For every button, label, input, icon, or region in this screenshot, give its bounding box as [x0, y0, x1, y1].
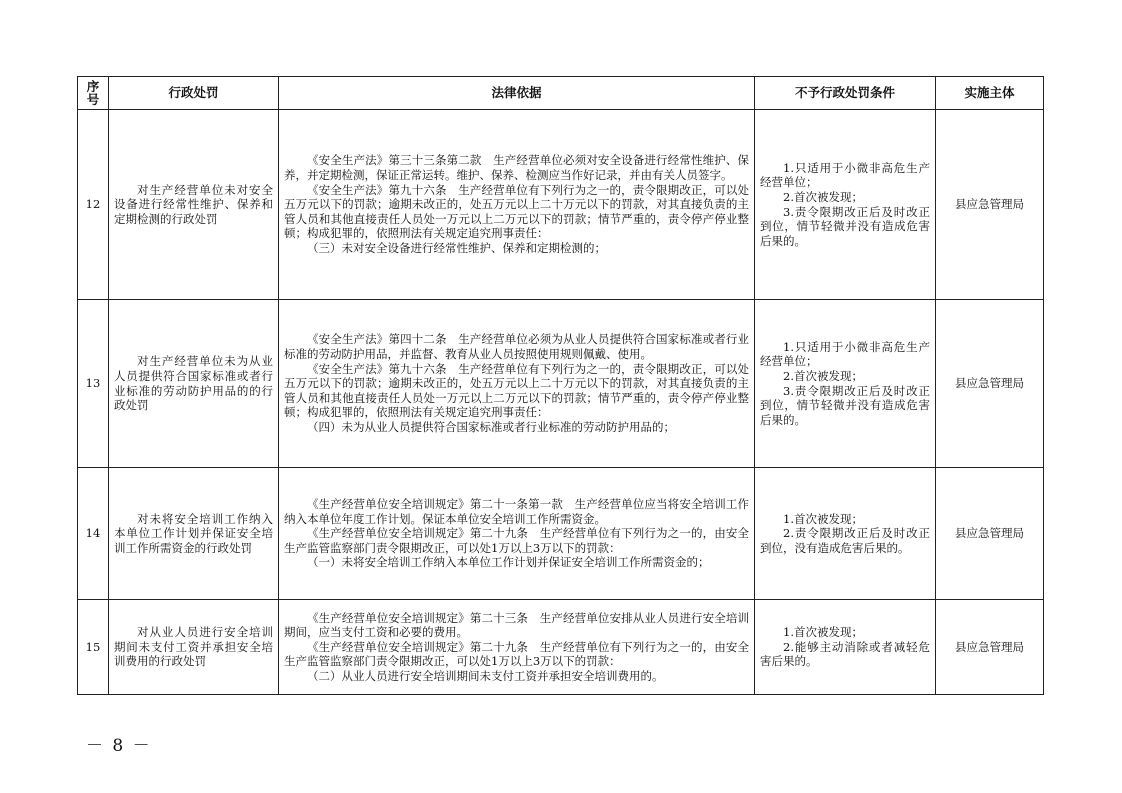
- condition-item: 3.责令限期改正后及时改正到位，情节轻微并没有造成危害后果的。: [760, 383, 930, 427]
- table-row: [78, 110, 1044, 300]
- row-authority: 县应急管理局: [936, 300, 1044, 468]
- penalty-text: 对从业人员进行安全培训期间未支付工资并承担安全培训费用的行政处罚: [114, 625, 273, 669]
- header-seq: [78, 77, 109, 110]
- row-conditions: [755, 600, 936, 695]
- law-paragraph: （一）未将安全培训工作纳入本单位工作计划并保证安全培训工作所需资金的；: [307, 555, 710, 570]
- condition-item: 1.首次被发现；: [783, 625, 863, 640]
- law-paragraph: 《生产经营单位安全培训规定》第二十三条 生产经营单位安排从业人员进行安全培训期间，应当支付工资和必要的费用。: [284, 610, 749, 640]
- row-penalty: [109, 600, 279, 695]
- condition-item: 2.首次被发现；: [783, 368, 863, 383]
- condition-item: 2.首次被发现；: [783, 189, 863, 204]
- header-conditions: 不予行政处罚条件: [755, 77, 936, 110]
- header-seq-line2: 号: [86, 92, 100, 107]
- law-paragraph: 《安全生产法》第三十三条第二款 生产经营单位必须对安全设备进行经常性维护、保养，并定期检测，保证正常运转。维护、保养、检测应当作好记录，并由有关人员签字。: [284, 153, 749, 183]
- row-authority: 县应急管理局: [936, 110, 1044, 300]
- row-authority: 县应急管理局: [936, 468, 1044, 600]
- row-law: [279, 300, 755, 468]
- header-authority: 实施主体: [936, 77, 1044, 110]
- header-seq-line1: 序: [86, 79, 100, 94]
- header-law: 法律依据: [279, 77, 755, 110]
- row-law: [279, 468, 755, 600]
- condition-item: 3.责令限期改正后及时改正到位，情节轻微并没有造成危害后果的。: [760, 204, 930, 248]
- row-penalty: [109, 300, 279, 468]
- row-law: [279, 110, 755, 300]
- row-penalty: [109, 110, 279, 300]
- law-paragraph: 《生产经营单位安全培训规定》第二十九条 生产经营单位有下列行为之一的，由安全生产监管监察部门责令限期改正，可以处1万以上3万以下的罚款：: [284, 526, 749, 555]
- condition-item: 2.责令限期改正后及时改正到位，没有造成危害后果的。: [760, 526, 930, 555]
- table-header-row: [78, 77, 1044, 110]
- law-paragraph: （三）未对安全设备进行经常性维护、保养和定期检测的；: [307, 240, 606, 255]
- row-conditions: [755, 110, 936, 300]
- row-conditions: [755, 468, 936, 600]
- law-paragraph: 《生产经营单位安全培训规定》第二十一条第一款 生产经营单位应当将安全培训工作纳入本单位年度工作计划。保证本单位安全培训工作所需资金。: [284, 497, 749, 526]
- condition-item: 1.首次被发现；: [783, 511, 863, 526]
- law-paragraph: （二）从业人员进行安全培训期间未支付工资并承担安全培训费用的。: [307, 668, 664, 683]
- penalty-text: 对未将安全培训工作纳入本单位工作计划并保证安全培训工作所需资金的行政处罚: [114, 511, 273, 555]
- row-law: [279, 600, 755, 695]
- condition-item: 2.能够主动消除或者减轻危害后果的。: [760, 639, 930, 669]
- law-paragraph: （四）未为从业人员提供符合国家标准或者行业标准的劳动防护用品的；: [307, 419, 675, 434]
- row-conditions: [755, 300, 936, 468]
- penalty-table: [77, 76, 1044, 695]
- law-paragraph: 《安全生产法》第九十六条 生产经营单位有下列行为之一的，责令限期改正，可以处五万元以下的罚款；逾期未改正的，处五万元以上二十万元以下的罚款，对其直接负责的主管人员和其他直接责任人员处一万元以上二万元以下的罚款；情节严重的，责令停产停业整顿；构成犯罪的，依照刑法有关规定追究刑事责任：: [284, 182, 749, 241]
- penalty-text: 对生产经营单位未为从业人员提供符合国家标准或者行业标准的劳动防护用品的的行政处罚: [114, 354, 273, 413]
- table-row: [78, 300, 1044, 468]
- law-paragraph: 《生产经营单位安全培训规定》第二十九条 生产经营单位有下列行为之一的，由安全生产监管监察部门责令限期改正，可以处1万以上3万以下的罚款：: [284, 639, 749, 669]
- row-authority: 县应急管理局: [936, 600, 1044, 695]
- table-row: [78, 600, 1044, 695]
- penalty-text: 对生产经营单位未对安全设备进行经常性维护、保养和定期检测的行政处罚: [114, 182, 273, 226]
- row-number: 12: [78, 110, 109, 300]
- condition-item: 1.只适用于小微非高危生产经营单位；: [760, 160, 930, 190]
- row-number: 15: [78, 600, 109, 695]
- row-number: 14: [78, 468, 109, 600]
- table-row: [78, 468, 1044, 600]
- row-number: 13: [78, 300, 109, 468]
- condition-item: 1.只适用于小微非高危生产经营单位；: [760, 339, 930, 369]
- law-paragraph: 《安全生产法》第四十二条 生产经营单位必须为从业人员提供符合国家标准或者行业标准的劳动防护用品，并监督、教育从业人员按照使用规则佩戴、使用。: [284, 332, 749, 362]
- page-number: － 8 －: [86, 736, 152, 756]
- row-penalty: [109, 468, 279, 600]
- law-paragraph: 《安全生产法》第九十六条 生产经营单位有下列行为之一的，责令限期改正，可以处五万元以下的罚款；逾期未改正的，处五万元以上二十万元以下的罚款，对其直接负责的主管人员和其他直接责任人员处一万元以上二万元以下的罚款；情节严重的，责令停产停业整顿；构成犯罪的，依照刑法有关规定追究刑事责任：: [284, 361, 749, 420]
- header-penalty: 行政处罚: [109, 77, 279, 110]
